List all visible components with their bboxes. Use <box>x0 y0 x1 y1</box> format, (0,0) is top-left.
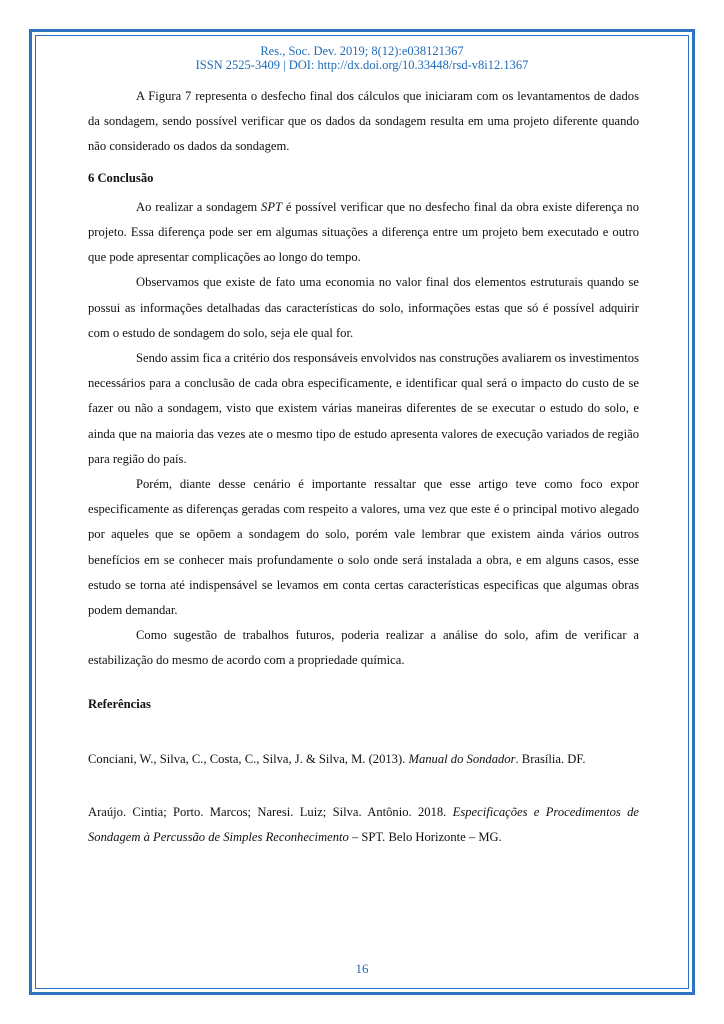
references-heading: Referências <box>88 696 151 711</box>
conclusion-paragraph-1 <box>88 195 639 271</box>
conclusion-paragraph-2: Observamos que existe de fato uma economia no valor final dos elementos estruturais quando se possui as informações detalhadas das características do solo, informações estas que só é possível adquirir com o estudo de sondagem do solo, seja ele qual for. <box>88 275 639 340</box>
text-run: é possível verificar que no desfecho final da obra existe diferença no projeto. Essa diferença pode ser em algumas situações a diferença entre um projeto bem executado e outro que pode apresentar complicações ao longo do tempo. <box>88 199 639 265</box>
intro-paragraph: A Figura 7 representa o desfecho final dos cálculos que iniciaram com os levantamentos de dados da sondagem, sendo possível verificar que os dados da sondagem resulta em uma projeto diferente quando não considerado os dados da sondagem. <box>88 89 639 154</box>
reference-item-2 <box>88 800 639 850</box>
reference-item-1 <box>88 747 639 772</box>
conclusion-paragraph-3: Sendo assim fica a critério dos responsáveis envolvidos nas construções avaliarem os investimentos necessários para a conclusão de cada obra especificamente, e identificar qual será o impacto do custo de se fazer ou não a sondagem, visto que existem várias maneiras diferentes de se executar o estudo do solo, e ainda que na maioria das vezes ate o mesmo tipo de estudo apresenta valores de execução variados de região para região do país. <box>88 351 639 466</box>
conclusion-paragraph-4: Porém, diante desse cenário é importante ressaltar que esse artigo teve como foco expor especificamente as diferenças geradas com respeito a valores, uma vez que este é o principal motivo alegado por aqueles que se opõem a sondagem do solo, porém vale lembrar que existem ainda vários outros benefícios em se conhecer mais profundamente o solo onde será instalada a obra, e em alguns casos, esse estudo se torna até indispensável se levamos em conta certas características especificas que algumas obras podem demandar. <box>88 477 639 618</box>
page-number: 16 <box>355 961 369 976</box>
journal-issn-doi: ISSN 2525-3409 | DOI: http://dx.doi.org/10.33448/rsd-v8i12.1367 <box>195 58 529 72</box>
ref-authors: Araújo. Cintia; Porto. Marcos; Naresi. Luiz; Silva. Antônio. 2018. <box>88 805 453 820</box>
article-body <box>88 84 639 850</box>
ref-details: – SPT. Belo Horizonte – MG. <box>348 830 502 845</box>
ref-authors: Conciani, W., Silva, C., Costa, C., Silva, J. & Silva, M. (2013). <box>88 751 409 766</box>
text-run: Ao realizar a sondagem <box>136 199 262 214</box>
ref-details: . Brasília. DF. <box>515 751 586 766</box>
ref-title: Especificações e Procedimentos de Sondagem à Percussão de Simples Reconhecimento <box>88 805 639 845</box>
italic-term: SPT <box>261 199 283 214</box>
journal-citation: Res., Soc. Dev. 2019; 8(12):e038121367 <box>260 44 464 58</box>
conclusion-paragraph-5: Como sugestão de trabalhos futuros, poderia realizar a análise do solo, afim de verificar a estabilização do mesmo de acordo com a propriedade química. <box>88 628 639 668</box>
ref-title: Manual do Sondador <box>408 751 516 766</box>
conclusion-heading: 6 Conclusão <box>88 170 154 185</box>
